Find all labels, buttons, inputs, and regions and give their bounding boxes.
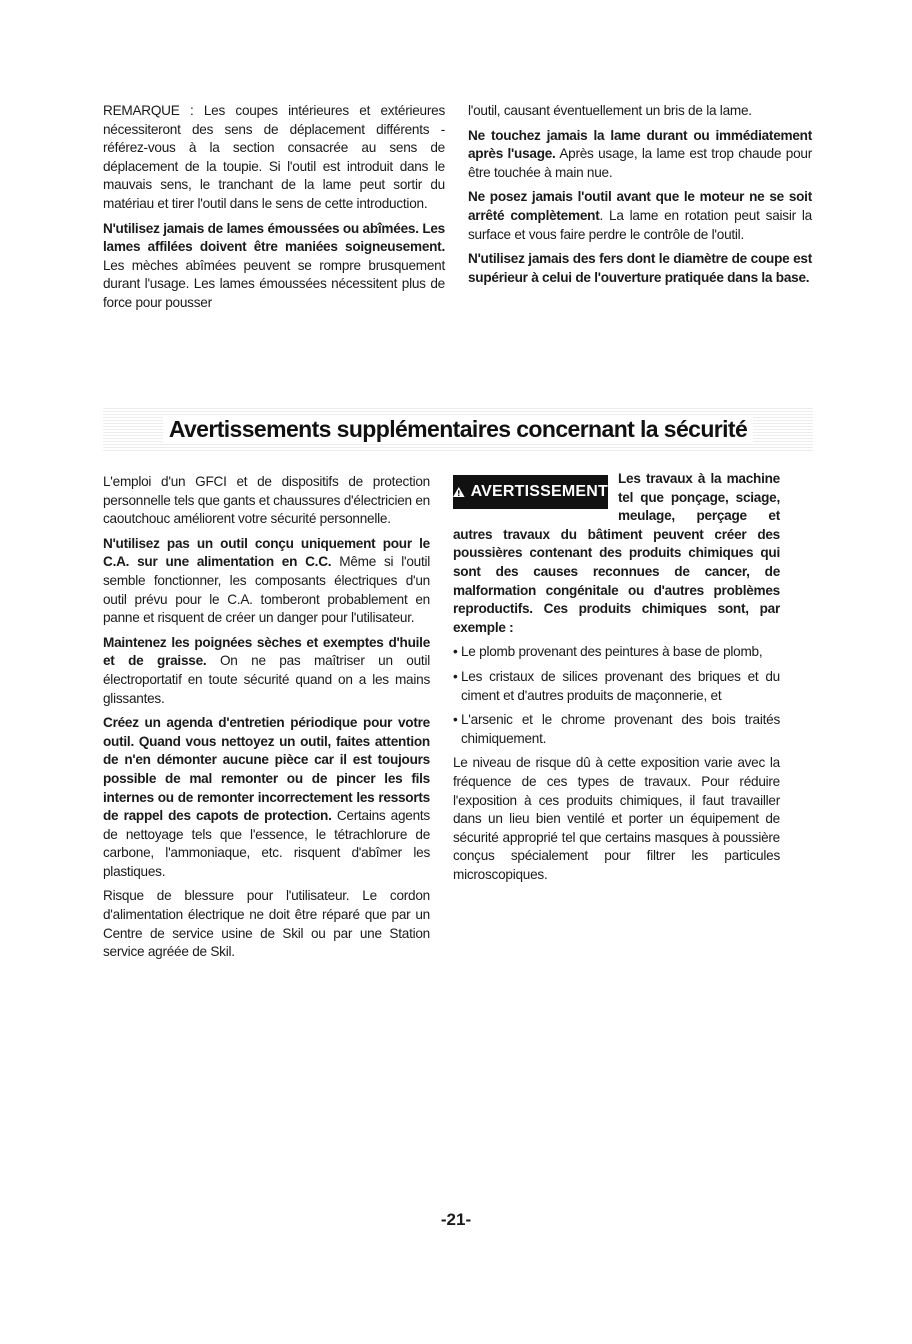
top-right-column xyxy=(468,102,812,293)
maintenance-paragraph xyxy=(103,714,430,881)
dry-handles-paragraph xyxy=(103,634,430,708)
warning-block xyxy=(453,470,780,637)
gfci-paragraph: L'emploi d'un GFCI et de dispositifs de protection personnelle tels que gants et chaussures d'électricien en caoutchouc améliorent votre sécurité personnelle. xyxy=(103,474,430,527)
continuation-paragraph: l'outil, causant éventuellement un bris de la lame. xyxy=(468,103,752,118)
ac-dc-text: Même si l'outil semble fonctionner, les composants électriques d'un outil prévu pour le C.A. tomberont probablement en panne et risquent de créer un danger pour l'utilisateur. xyxy=(103,554,431,626)
do-not-touch-paragraph xyxy=(468,127,812,183)
section-title: Avertissements supplémentaires concernant la sécurité xyxy=(163,416,753,443)
ac-dc-paragraph xyxy=(103,535,430,628)
dry-handles-warning: Maintenez les poignées sèches et exemptes d'huile et de graisse. xyxy=(103,634,430,669)
dull-blades-text: Les mèches abîmées peuvent se rompre brusquement durant l'usage. Les lames émoussées nécessitent plus de force pour pousser xyxy=(103,257,445,310)
maintenance-text: Certains agents de nettoyage tels que l'essence, le tétrachlorure de carbone, l'ammoniaque, etc. risquent d'abîmer les plastiques. xyxy=(103,808,430,879)
bottom-left-column xyxy=(103,473,430,968)
dry-handles-text: On ne pas maîtriser un outil électroportatif en toute sécurité quand on a les mains glissantes. xyxy=(103,653,430,706)
section-title-banner xyxy=(103,407,813,451)
dull-blades-warning: N'utilisez jamais de lames émoussées ou abîmées. Les lames affilées doivent être maniées soigneusement. xyxy=(103,220,445,255)
motor-stop-text: . La lame en rotation peut saisir la surface et vous faire perdre le contrôle de l'outil. xyxy=(468,207,812,242)
list-item: • L'arsenic et le chrome provenant des bois traités chimiquement. xyxy=(453,711,780,748)
list-item: • Le plomb provenant des peintures à base de plomb, xyxy=(453,643,780,662)
maintenance-warning: Créez un agenda d'entretien périodique pour votre outil. Quand vous nettoyez un outil, faites attention de n'en démonter aucune pièce car il est toujours possible de mal remonter ou de pincer les fils internes ou de remonter incorrectement les ressorts de rappel des capots de protection. xyxy=(103,715,430,824)
warning-triangle-icon xyxy=(453,485,465,499)
chemicals-list xyxy=(453,643,780,748)
ac-dc-warning: N'utilisez pas un outil conçu uniquement pour le C.A. sur une alimentation en C.C. xyxy=(103,535,430,570)
bottom-right-column xyxy=(453,470,780,890)
motor-stop-warning: Ne posez jamais l'outil avant que le moteur ne se soit arrêté complètement xyxy=(468,189,812,223)
dull-blades-paragraph xyxy=(103,220,445,313)
exposure-paragraph: Le niveau de risque dû à cette exposition varie avec la fréquence de ces types de travaux. Pour réduire l'exposition à ces produits chimiques, il faut travailler dans un lieu bien ventilé et porter un équipement de sécurité approprié tel que certains masques à poussière conçus spécialement pour filtrer les particules microscopiques. xyxy=(453,755,780,882)
warning-text: Les travaux à la machine tel que ponçage, sciage, meulage, perçage et autres travaux du bâtiment peuvent créer des poussières contenant des produits chimiques qui sont des causes reconnues de cancer, de malformation congénitale ou d'autres problèmes reproductifs. Ces produits chimiques sont, par exemple : xyxy=(453,471,780,635)
do-not-touch-warning: Ne touchez jamais la lame durant ou immédiatement après l'usage. xyxy=(468,127,812,162)
cutter-diameter-warning: N'utilisez jamais des fers dont le diamètre de coupe est supérieur à celui de l'ouverture pratiquée dans la base. xyxy=(468,251,812,285)
do-not-touch-text: Après usage, la lame est trop chaude pour être touchée à main nue. xyxy=(468,146,812,180)
top-left-column xyxy=(103,102,445,319)
remarque-paragraph: REMARQUE : Les coupes intérieures et extérieures nécessiteront des sens de déplacement différents - référez-vous à la section consacrée au sens de déplacement de la toupie. Si l'outil est introduit dans le mauvais sens, le tranchant de la lame peut sortir du matériau et tirer l'outil dans le sens de cette introduction. xyxy=(103,103,445,211)
page-number: -21- xyxy=(440,1210,472,1229)
warning-label: AVERTISSEMENT xyxy=(470,482,608,500)
motor-stop-paragraph xyxy=(468,188,812,244)
cord-repair-paragraph: Risque de blessure pour l'utilisateur. Le cordon d'alimentation électrique ne doit être réparé que par un Centre de service usine de Skil ou par une Station service agréée de Skil. xyxy=(103,888,430,960)
list-item: • Les cristaux de silices provenant des briques et du ciment et d'autres produits de maçonnerie, et xyxy=(453,668,780,705)
warning-badge xyxy=(453,475,608,509)
